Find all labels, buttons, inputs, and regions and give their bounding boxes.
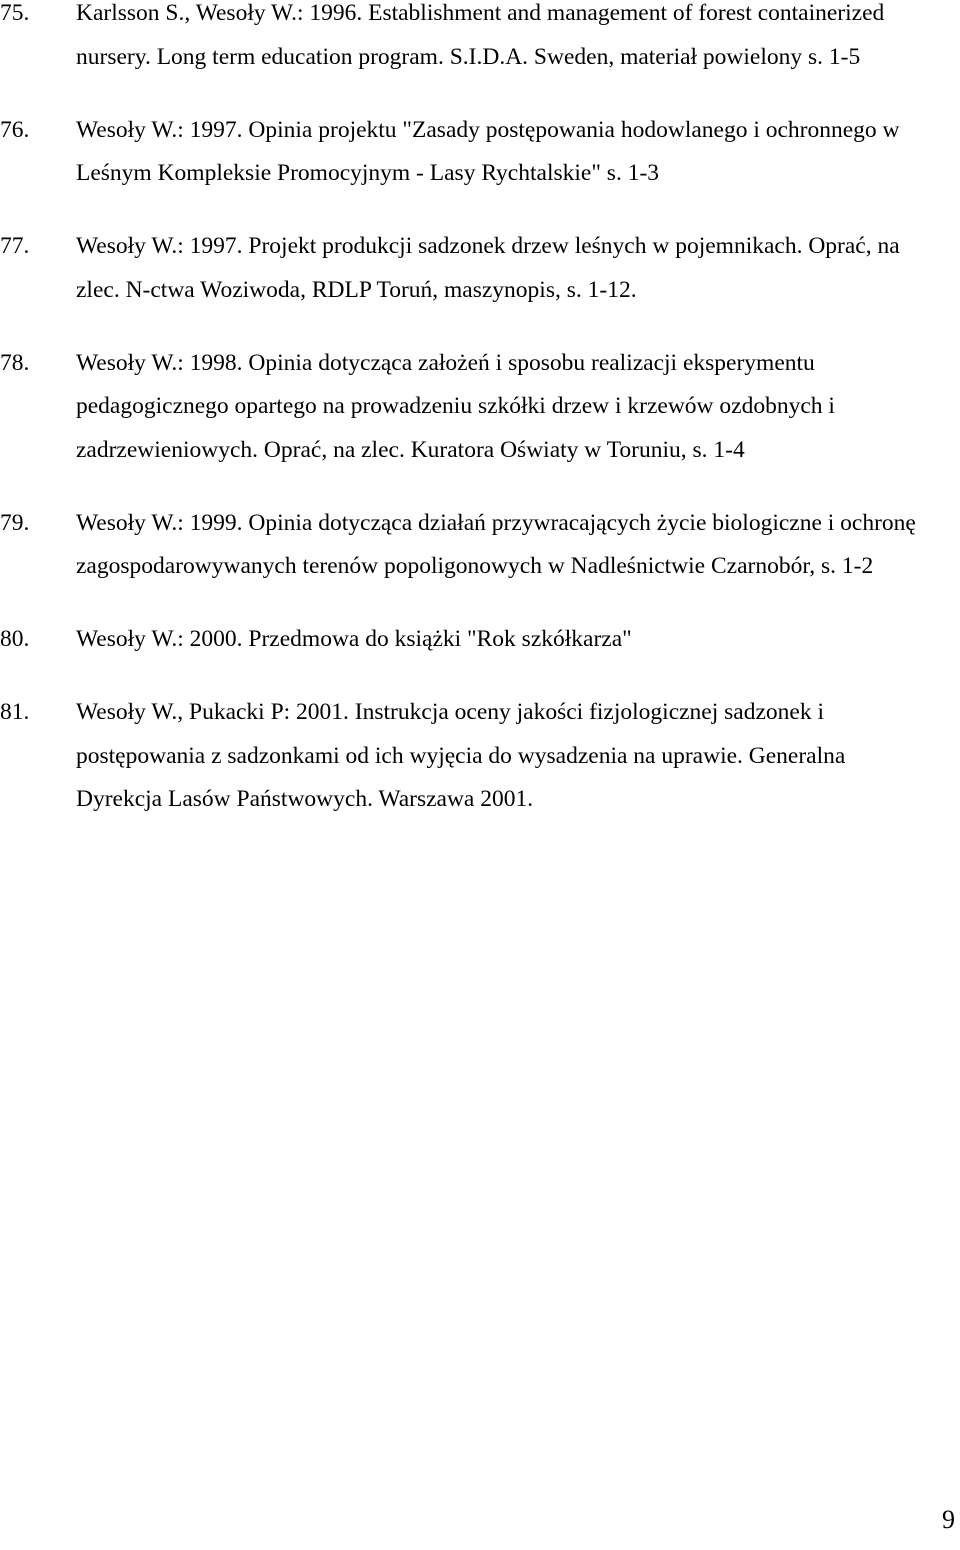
reference-text-line: Leśnym Kompleksie Promocyjnym - Lasy Rychtalskie" s. 1-3 xyxy=(76,160,660,186)
reference-item xyxy=(0,618,950,662)
reference-item xyxy=(0,0,950,79)
reference-number: 77. xyxy=(0,233,30,259)
reference-number: 76. xyxy=(0,116,30,143)
reference-text-line: Wesoły W.: 1998. Opinia dotycząca założeń i sposobu realizacji eksperymentu xyxy=(76,349,815,376)
reference-text-line: postępowania z sadzonkami od ich wyjęcia do wysadzenia na uprawie. Generalna xyxy=(76,742,846,769)
reference-text-line: Wesoły W.: 2000. Przedmowa do książki "Rok szkółkarza" xyxy=(76,626,632,652)
reference-number: 78. xyxy=(0,349,30,376)
reference-text-line: Karlsson S., Wesoły W.: 1996. Establishment and management of forest containerized xyxy=(76,0,885,26)
reference-item xyxy=(0,342,950,473)
reference-item xyxy=(0,225,950,312)
reference-text-line: Wesoły W.: 1997. Opinia projektu "Zasady postępowania hodowlanego i ochronnego w xyxy=(76,116,900,143)
reference-text-line: Wesoły W., Pukacki P: 2001. Instrukcja oceny jakości fizjologicznej sadzonek i xyxy=(76,699,824,725)
reference-text-line: nursery. Long term education program. S.I.D.A. Sweden, materiał powielony s. 1-5 xyxy=(76,43,861,70)
reference-text-line: Wesoły W.: 1999. Opinia dotycząca działań przywracających życie biologiczne i ochronę xyxy=(76,509,916,536)
reference-text-line: Dyrekcja Lasów Państwowych. Warszawa 2001. xyxy=(76,786,534,812)
reference-text-line: zagospodarowywanych terenów popoligonowych w Nadleśnictwie Czarnobór, s. 1-2 xyxy=(76,553,874,579)
reference-item xyxy=(0,691,950,822)
reference-text-line: Wesoły W.: 1997. Projekt produkcji sadzonek drzew leśnych w pojemnikach. Oprać, na xyxy=(76,233,900,259)
reference-text-line: pedagogicznego opartego na prowadzeniu szkółki drzew i krzewów ozdobnych i xyxy=(76,393,835,419)
reference-number: 80. xyxy=(0,626,30,652)
reference-number: 79. xyxy=(0,509,30,536)
page-number: 9 xyxy=(942,1505,955,1534)
reference-number: 75. xyxy=(0,0,30,26)
reference-text-line: zadrzewieniowych. Oprać, na zlec. Kuratora Oświaty w Toruniu, s. 1-4 xyxy=(76,436,745,463)
reference-item xyxy=(0,109,950,196)
reference-text-line: zlec. N-ctwa Woziwoda, RDLP Toruń, maszynopis, s. 1-12. xyxy=(76,276,637,303)
reference-item xyxy=(0,502,950,589)
reference-number: 81. xyxy=(0,699,30,725)
